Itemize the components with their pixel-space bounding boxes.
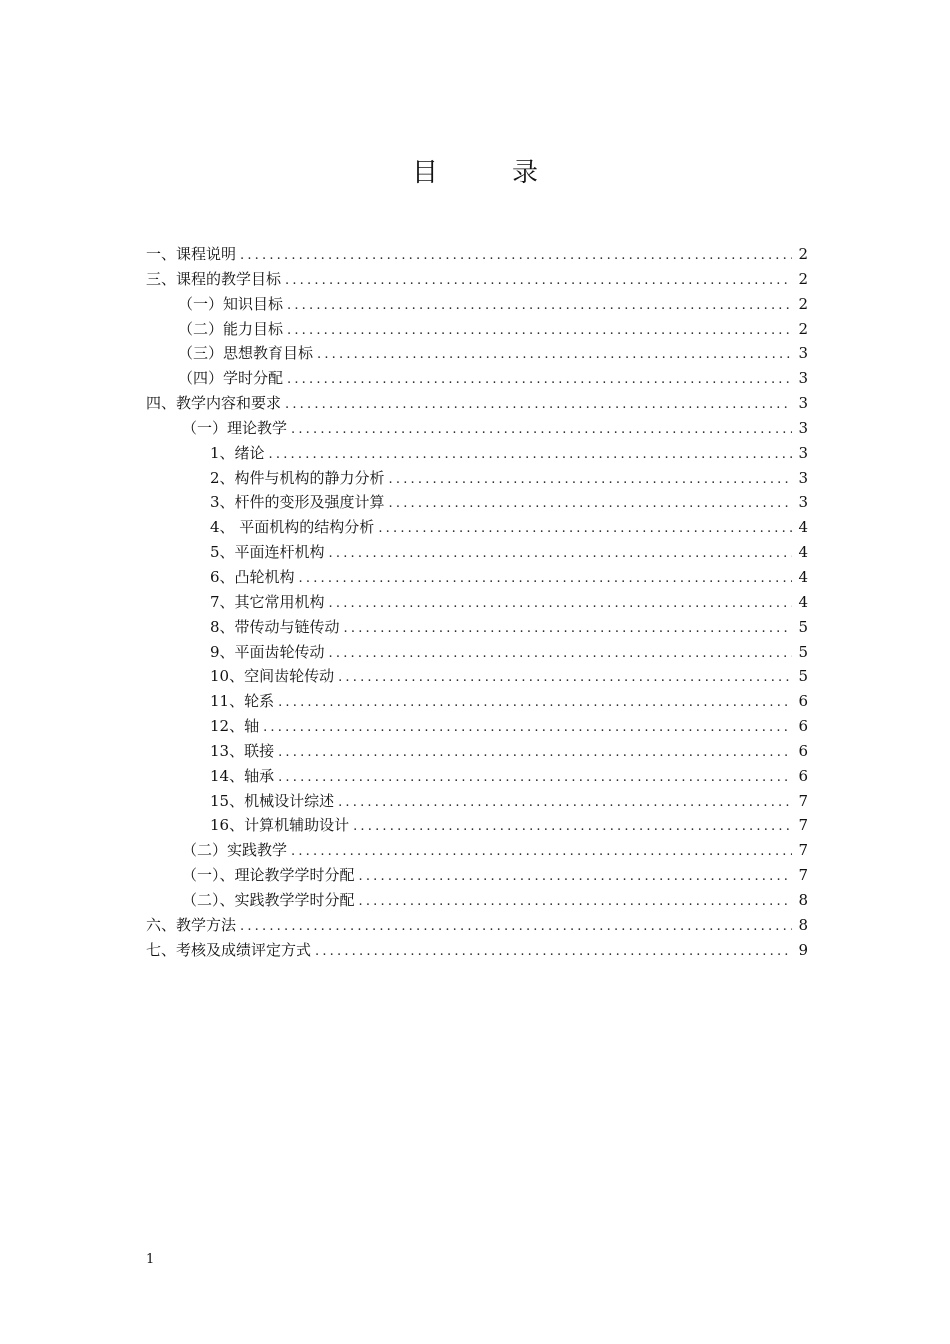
toc-dot-leader <box>338 791 792 816</box>
toc-dot-leader <box>329 542 792 567</box>
toc-entry[interactable] <box>146 540 808 565</box>
toc-dot-leader <box>263 716 792 741</box>
toc-entry-page: 6 <box>798 717 808 736</box>
toc-entry-label: 1、绪论 <box>210 443 265 462</box>
toc-dot-leader <box>240 244 792 269</box>
toc-entry-page: 7 <box>798 866 808 885</box>
toc-dot-leader <box>299 567 792 592</box>
toc-dot-leader <box>378 517 792 542</box>
toc-entry-page: 3 <box>798 493 808 512</box>
toc-dot-leader <box>329 592 792 617</box>
toc-dot-leader <box>269 443 792 468</box>
toc-entry-page: 7 <box>798 816 808 835</box>
toc-entry-page: 9 <box>798 940 808 959</box>
toc-dot-leader <box>353 815 792 840</box>
toc-entry[interactable] <box>146 565 808 590</box>
toc-entry-page: 4 <box>798 567 808 586</box>
toc-dot-leader <box>389 492 792 517</box>
toc-entry-label: （二）、实践教学学时分配 <box>182 890 355 909</box>
toc-entry-page: 4 <box>798 592 808 611</box>
toc-entry-page: 6 <box>798 692 808 711</box>
toc-entry-label: 三、课程的教学目标 <box>146 269 282 288</box>
toc-dot-leader <box>285 269 792 294</box>
toc-entry-page: 2 <box>798 294 808 313</box>
toc-entry-label: 6、凸轮机构 <box>210 567 295 586</box>
toc-dot-leader <box>359 890 792 915</box>
toc-entry-page: 8 <box>798 890 808 909</box>
toc-entry-label: （一）、理论教学学时分配 <box>182 866 355 885</box>
toc-entry-label: 5、平面连杆机构 <box>210 543 325 562</box>
toc-dot-leader <box>359 865 792 890</box>
toc-dot-leader <box>291 418 792 443</box>
toc-entry-label: （四）学时分配 <box>178 369 284 388</box>
toc-dot-leader <box>278 741 792 766</box>
toc-entry-page: 5 <box>798 667 808 686</box>
toc-entry[interactable] <box>146 689 808 714</box>
toc-entry-label: 12、轴 <box>210 717 260 736</box>
toc-entry[interactable] <box>146 813 808 838</box>
toc-entry[interactable] <box>146 913 808 938</box>
toc-dot-leader <box>329 642 792 667</box>
title-char-1: 目 <box>411 158 438 188</box>
toc-entry[interactable] <box>146 490 808 515</box>
toc-entry[interactable] <box>146 764 808 789</box>
toc-entry-label: 16、计算机辅助设计 <box>210 816 350 835</box>
toc-entry[interactable] <box>146 242 808 267</box>
toc-entry[interactable] <box>146 863 808 888</box>
toc-entry-page: 2 <box>798 269 808 288</box>
toc-dot-leader <box>278 691 792 716</box>
toc-entry[interactable] <box>146 664 808 689</box>
toc-entry[interactable] <box>146 739 808 764</box>
table-of-contents <box>146 242 808 962</box>
toc-entry-label: 七、考核及成绩评定方式 <box>146 940 312 959</box>
toc-dot-leader <box>287 319 792 344</box>
toc-entry-page: 6 <box>798 766 808 785</box>
toc-entry-page: 3 <box>798 418 808 437</box>
toc-entry-label: 8、带传动与链传动 <box>210 617 340 636</box>
toc-entry-page: 3 <box>798 369 808 388</box>
page-title <box>0 152 950 189</box>
toc-entry-page: 5 <box>798 617 808 636</box>
toc-entry-label: 一、课程说明 <box>146 245 237 263</box>
toc-dot-leader <box>278 766 792 791</box>
toc-entry[interactable] <box>146 714 808 739</box>
toc-entry-label: 四、教学内容和要求 <box>146 394 282 413</box>
toc-entry-page: 3 <box>798 468 808 487</box>
toc-entry-label: 9、平面齿轮传动 <box>210 642 325 661</box>
toc-entry-label: 13、联接 <box>210 741 275 760</box>
toc-entry-label: 4、 平面机构的结构分析 <box>210 518 375 537</box>
toc-entry-page: 8 <box>798 915 808 934</box>
toc-entry-label: （一）理论教学 <box>182 418 288 437</box>
toc-entry[interactable] <box>146 441 808 466</box>
toc-entry-label: 15、机械设计综述 <box>210 791 335 810</box>
toc-entry-page: 2 <box>798 319 808 338</box>
toc-entry-label: （一）知识目标 <box>178 294 284 313</box>
toc-entry-page: 4 <box>798 518 808 537</box>
page-number: 1 <box>146 1252 155 1267</box>
toc-entry[interactable] <box>146 938 808 963</box>
toc-entry[interactable] <box>146 515 808 540</box>
toc-entry-label: 3、杆件的变形及强度计算 <box>210 493 385 512</box>
toc-entry-page: 6 <box>798 741 808 760</box>
toc-entry-page: 5 <box>798 642 808 661</box>
toc-entry[interactable] <box>146 317 808 342</box>
toc-entry[interactable] <box>146 366 808 391</box>
toc-entry-label: 2、构件与机构的静力分析 <box>210 468 385 487</box>
toc-entry-page: 7 <box>798 841 808 860</box>
toc-dot-leader <box>317 343 792 368</box>
toc-entry-label: （三）思想教育目标 <box>178 344 314 363</box>
toc-entry[interactable] <box>146 292 808 317</box>
toc-entry-label: 7、其它常用机构 <box>210 592 325 611</box>
toc-entry-label: （二）能力目标 <box>178 319 284 338</box>
toc-entry-label: 14、轴承 <box>210 766 275 785</box>
toc-entry[interactable] <box>146 789 808 814</box>
toc-dot-leader <box>287 368 792 393</box>
toc-dot-leader <box>389 468 792 493</box>
toc-dot-leader <box>291 840 792 865</box>
toc-entry-page: 7 <box>798 791 808 810</box>
toc-dot-leader <box>285 393 792 418</box>
toc-entry[interactable] <box>146 888 808 913</box>
toc-entry-page: 3 <box>798 394 808 413</box>
toc-entry[interactable] <box>146 615 808 640</box>
toc-entry[interactable] <box>146 341 808 366</box>
toc-entry-label: （二）实践教学 <box>182 841 288 860</box>
title-char-2: 录 <box>512 158 539 188</box>
toc-entry[interactable] <box>146 416 808 441</box>
toc-entry[interactable] <box>146 391 808 416</box>
toc-entry-page: 4 <box>798 543 808 562</box>
toc-entry[interactable] <box>146 640 808 665</box>
toc-dot-leader <box>287 294 792 319</box>
toc-dot-leader <box>315 940 792 965</box>
toc-entry[interactable] <box>146 838 808 863</box>
toc-entry[interactable] <box>146 590 808 615</box>
toc-entry-label: 10、空间齿轮传动 <box>210 667 335 686</box>
toc-entry[interactable] <box>146 466 808 491</box>
toc-entry-label: 六、教学方法 <box>146 915 237 934</box>
toc-entry-label: 11、轮系 <box>210 692 275 711</box>
toc-entry-page: 3 <box>798 443 808 462</box>
toc-dot-leader <box>338 666 792 691</box>
toc-entry-page: 2 <box>798 245 808 263</box>
toc-dot-leader <box>344 617 792 642</box>
toc-entry-page: 3 <box>798 344 808 363</box>
toc-dot-leader <box>240 915 792 940</box>
toc-entry[interactable] <box>146 267 808 292</box>
